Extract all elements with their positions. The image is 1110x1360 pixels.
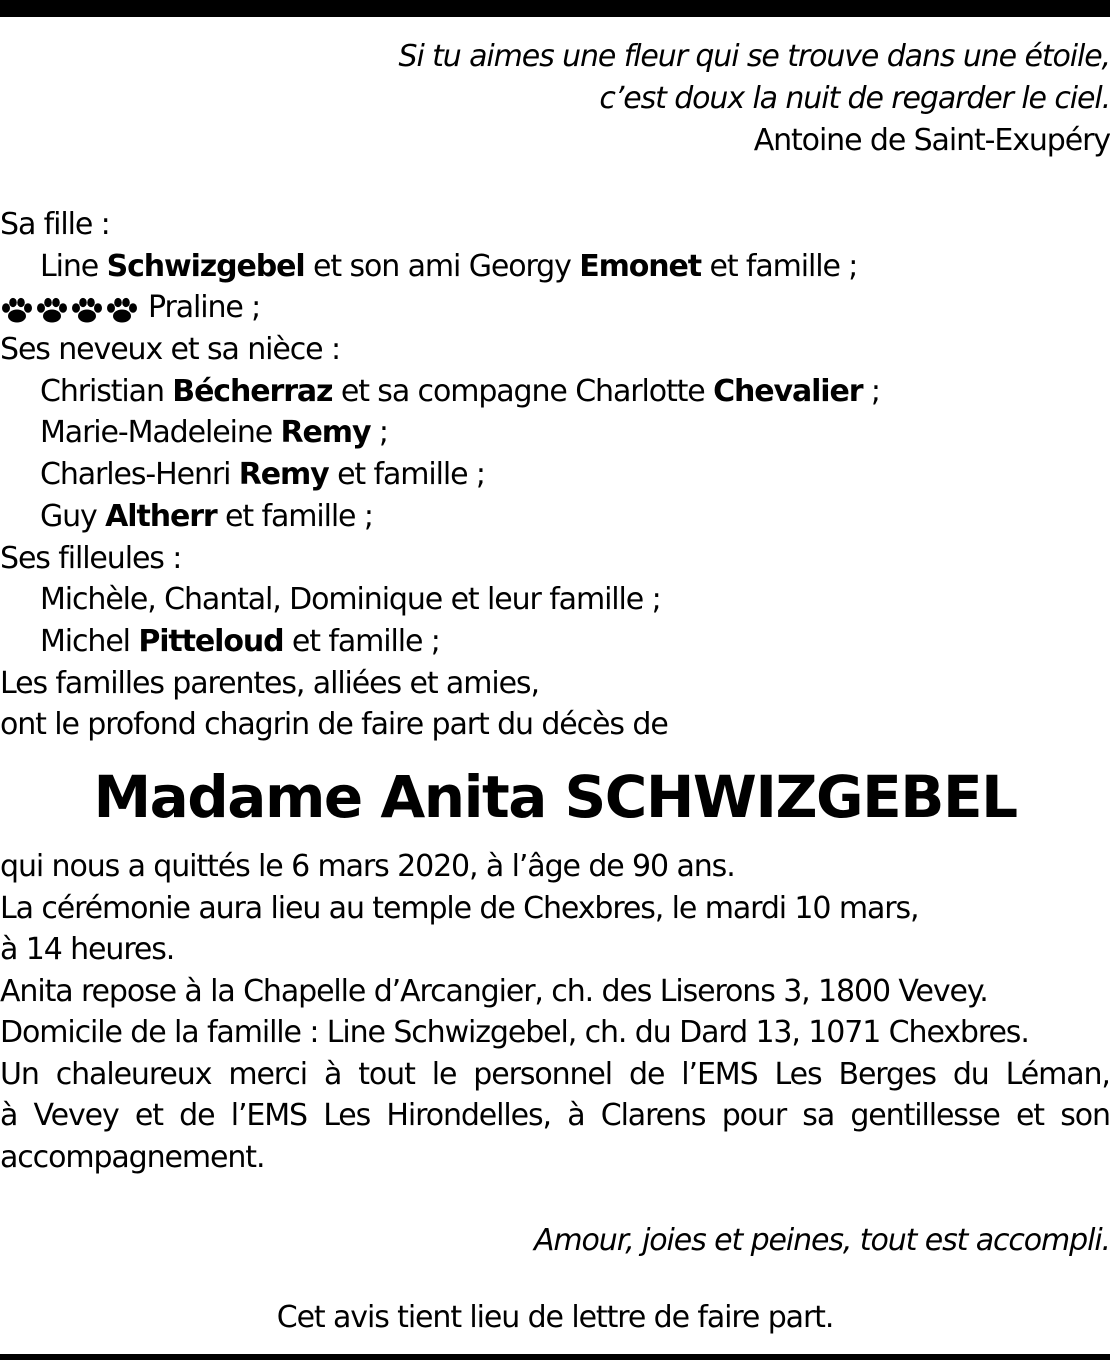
- epigraph-quote: [399, 36, 1110, 162]
- first-name: Line: [40, 248, 107, 284]
- thanks-word: tout: [358, 1056, 415, 1092]
- thanks-word: Léman,: [1005, 1056, 1110, 1092]
- thanks-word: l’EMS: [230, 1098, 307, 1133]
- thanks-word: Hirondelles,: [386, 1098, 551, 1133]
- thanks-word: et: [134, 1098, 163, 1133]
- entry-text: et sa compagne Charlotte: [332, 373, 714, 409]
- entry-text: et famille ;: [216, 498, 373, 534]
- quote-author: Antoine de Saint-Exupéry: [753, 123, 1110, 158]
- thanks-word: de: [179, 1098, 215, 1133]
- last-name: Emonet: [579, 248, 702, 284]
- family-entry-niece: [0, 412, 1110, 454]
- thanks-word: Vevey: [33, 1098, 119, 1133]
- family-entry-nephew: [0, 496, 1110, 538]
- last-name: Altherr: [105, 498, 217, 534]
- bottom-rule: [0, 1354, 1110, 1360]
- family-entry-nephew: [0, 371, 1110, 413]
- family-entry-pet: [0, 287, 1110, 329]
- first-name: Charles-Henri: [40, 457, 239, 493]
- thanks-word: à: [567, 1098, 585, 1133]
- first-name: Guy: [40, 498, 106, 534]
- thanks-word: à: [0, 1098, 18, 1133]
- last-name: Pitteloud: [138, 623, 284, 659]
- thanks-word: et: [1015, 1098, 1044, 1133]
- quote-line-2: c’est doux la nuit de regarder le ciel.: [599, 81, 1110, 116]
- family-entry-goddaughters: Michèle, Chantal, Dominique et leur famille ;: [40, 582, 661, 618]
- family-list: [0, 204, 1110, 746]
- notice-line: Cet avis tient lieu de lettre de faire part.: [276, 1300, 834, 1335]
- nephews-heading: Ses neveux et sa nièce :: [0, 332, 340, 368]
- entry-text: et famille ;: [328, 457, 485, 493]
- family-entry-nephew: [0, 454, 1110, 496]
- relatives-line: Les familles parentes, alliées et amies,: [0, 665, 539, 701]
- details-line: La cérémonie aura lieu au temple de Chexbres, le mardi 10 mars,: [0, 890, 919, 926]
- family-entry-goddaughter: [0, 621, 1110, 663]
- deceased-name: Madame Anita SCHWIZGEBEL: [93, 763, 1017, 831]
- thanks-word: chaleureux: [55, 1056, 212, 1092]
- thanks-word: Les: [774, 1056, 822, 1092]
- pet-name: Praline ;: [148, 290, 261, 326]
- thanks-word: sa: [802, 1098, 835, 1133]
- family-entry-daughter: [0, 246, 1110, 288]
- last-name: Remy: [280, 415, 371, 451]
- daughter-heading: Sa fille :: [0, 207, 110, 242]
- paw-icon: [35, 297, 69, 323]
- details-line: Anita repose à la Chapelle d’Arcangier, ch. des Liserons 3, 1800 Vevey.: [0, 973, 988, 1009]
- entry-text: ;: [370, 415, 388, 451]
- details-line: qui nous a quittés le 6 mars 2020, à l’âge de 90 ans.: [0, 849, 735, 884]
- thanks-word: Les: [323, 1098, 371, 1133]
- thanks-word: Berges: [838, 1056, 936, 1092]
- last-name: Schwizgebel: [106, 248, 305, 284]
- thanks-word: Un: [0, 1056, 39, 1092]
- first-name: Marie-Madeleine: [40, 415, 281, 451]
- thanks-word: merci: [228, 1056, 308, 1092]
- thanks-word: du: [952, 1056, 989, 1092]
- thanks-word: Clarens: [600, 1098, 706, 1133]
- thanks-line-2: [0, 1095, 1110, 1137]
- quote-line-1: Si tu aimes une fleur qui se trouve dans une étoile,: [398, 39, 1110, 74]
- paw-icon: [0, 297, 34, 323]
- thanks-word: de: [629, 1056, 665, 1092]
- entry-text: et famille ;: [701, 248, 858, 284]
- thanks-word: à: [323, 1056, 342, 1092]
- thanks-word: le: [431, 1056, 457, 1092]
- details-line: Domicile de la famille : Line Schwizgebel, ch. du Dard 13, 1071 Chexbres.: [0, 1015, 1029, 1050]
- announcement-line: ont le profond chagrin de faire part du décès de: [0, 707, 668, 743]
- first-name: Christian: [40, 373, 173, 409]
- entry-text: ;: [862, 373, 880, 409]
- thanks-line-1: [0, 1054, 1110, 1096]
- last-name: Remy: [238, 457, 329, 493]
- entry-text: et son ami Georgy: [304, 248, 580, 284]
- thanks-word: gentillesse: [850, 1098, 1000, 1133]
- paw-icons: [0, 288, 140, 330]
- thanks-word: l’EMS: [681, 1056, 758, 1092]
- goddaughters-heading: Ses filleules :: [0, 540, 182, 576]
- closing-motto: Amour, joies et peines, tout est accompli.: [534, 1223, 1110, 1258]
- thanks-line-3: accompagnement.: [0, 1139, 265, 1175]
- paw-icon: [70, 297, 104, 323]
- paw-icon: [105, 297, 139, 323]
- thanks-word: personnel: [473, 1056, 613, 1092]
- entry-text: et famille ;: [283, 623, 440, 659]
- last-name: Chevalier: [713, 373, 863, 409]
- thanks-word: pour: [721, 1098, 787, 1133]
- last-name: Bécherraz: [172, 373, 333, 409]
- ceremony-details: [0, 846, 1110, 1178]
- details-line: à 14 heures.: [0, 932, 175, 967]
- thanks-word: son: [1060, 1098, 1110, 1133]
- first-name: Michel: [40, 623, 139, 659]
